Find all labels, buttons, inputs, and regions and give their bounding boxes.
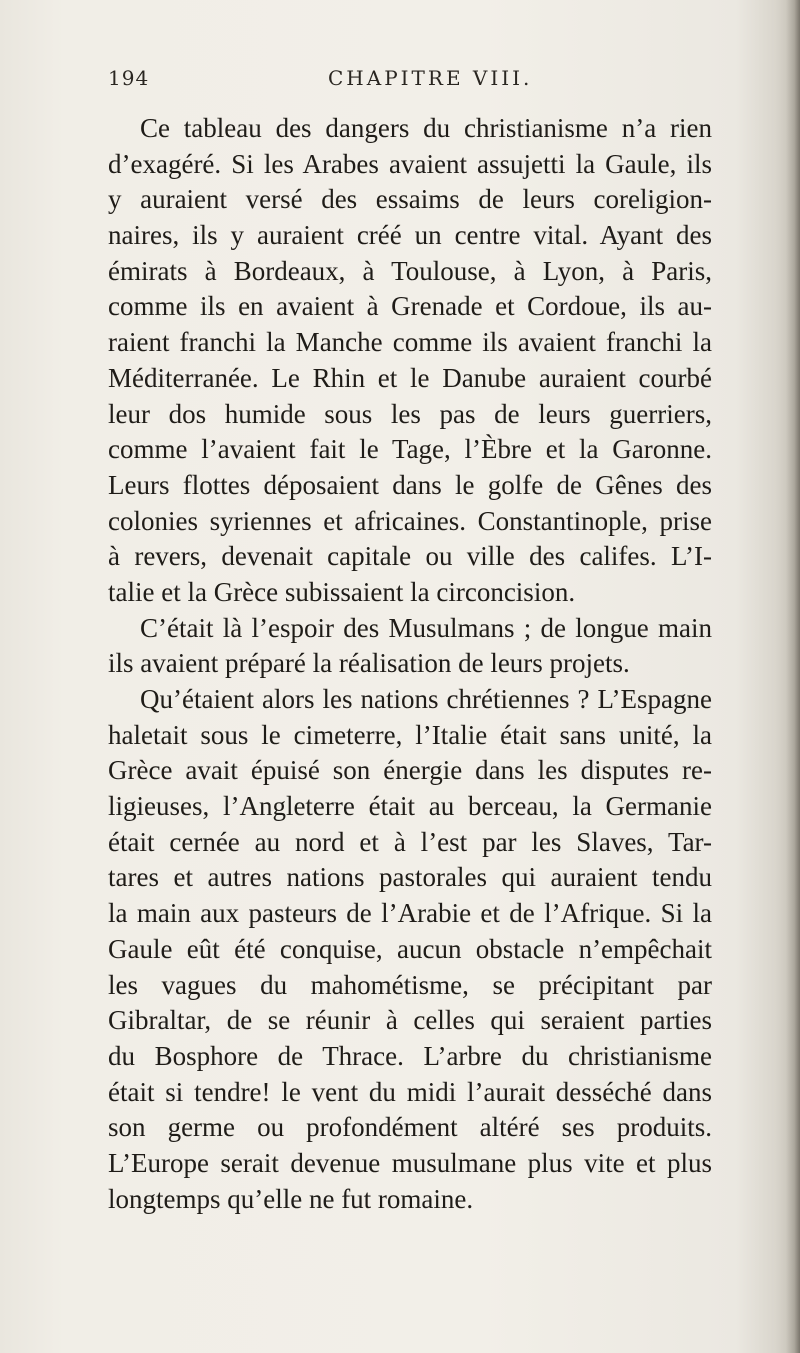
text-line: comme l’avaient fait le Tage, l’Èbre et la Garonne. bbox=[108, 434, 712, 465]
text-line: son germe ou profondément altéré ses produits. bbox=[108, 1112, 712, 1143]
text-line: était si tendre! le vent du midi l’aurait desséché dans bbox=[108, 1076, 712, 1107]
text-line: y auraient versé des essaims de leurs coreligion- bbox=[108, 184, 712, 215]
text-line: Leurs flottes déposaient dans le golfe de Gênes des bbox=[108, 469, 712, 500]
text-line: leur dos humide sous les pas de leurs guerriers, bbox=[108, 398, 712, 429]
text-line: Qu’étaient alors les nations chrétiennes ? L’Espagne bbox=[140, 684, 712, 714]
text-line: C’était là l’espoir des Musulmans ; de longue main bbox=[140, 612, 712, 643]
text-line: d’exagéré. Si les Arabes avaient assujetti la Gaule, ils bbox=[108, 148, 712, 179]
text-line: Ce tableau des dangers du christianisme n’a rien bbox=[140, 113, 712, 143]
text-line: la main aux pasteurs de l’Arabie et de l’Afrique. Si la bbox=[108, 898, 712, 929]
body-text bbox=[108, 111, 712, 1217]
text-line: à revers, devenait capitale ou ville des califes. L’I- bbox=[108, 541, 712, 572]
text-line: talie et la Grèce subissaient la circoncision. bbox=[108, 576, 576, 607]
text-line: du Bosphore de Thrace. L’arbre du christianisme bbox=[108, 1040, 712, 1071]
chapter-title: CHAPITRE VIII. bbox=[328, 66, 533, 90]
text-line: haletait sous le cimeterre, l’Italie était sans unité, la bbox=[108, 719, 712, 750]
text-line: tares et autres nations pastorales qui auraient tendu bbox=[108, 862, 712, 893]
text-line: comme ils en avaient à Grenade et Cordoue, ils au- bbox=[108, 291, 712, 322]
text-line: raient franchi la Manche comme ils avaient franchi la bbox=[108, 327, 712, 358]
text-line: émirats à Bordeaux, à Toulouse, à Lyon, à Paris, bbox=[108, 255, 712, 286]
text-line: Gibraltar, de se réunir à celles qui seraient parties bbox=[108, 1005, 712, 1036]
text-line: Grèce avait épuisé son énergie dans les disputes re- bbox=[108, 755, 712, 786]
running-head bbox=[108, 58, 708, 94]
text-line: Gaule eût été conquise, aucun obstacle n’empêchait bbox=[108, 933, 712, 964]
page-edge-shadow bbox=[786, 0, 800, 1353]
text-line: colonies syriennes et africaines. Constantinople, prise bbox=[108, 505, 712, 536]
text-line: naires, ils y auraient créé un centre vital. Ayant des bbox=[108, 220, 712, 251]
text-line: les vagues du mahométisme, se précipitant par bbox=[108, 969, 712, 1000]
text-line: longtemps qu’elle ne fut romaine. bbox=[108, 1183, 474, 1214]
text-line: ils avaient préparé la réalisation de leurs projets. bbox=[108, 648, 630, 679]
text-line: était cernée au nord et à l’est par les Slaves, Tar- bbox=[108, 826, 712, 857]
text-line: L’Europe serait devenue musulmane plus vite et plus bbox=[108, 1147, 712, 1178]
text-line: Méditerranée. Le Rhin et le Danube auraient courbé bbox=[108, 362, 712, 393]
page-number: 194 bbox=[108, 66, 150, 90]
text-line: ligieuses, l’Angleterre était au berceau, la Germanie bbox=[108, 791, 712, 822]
